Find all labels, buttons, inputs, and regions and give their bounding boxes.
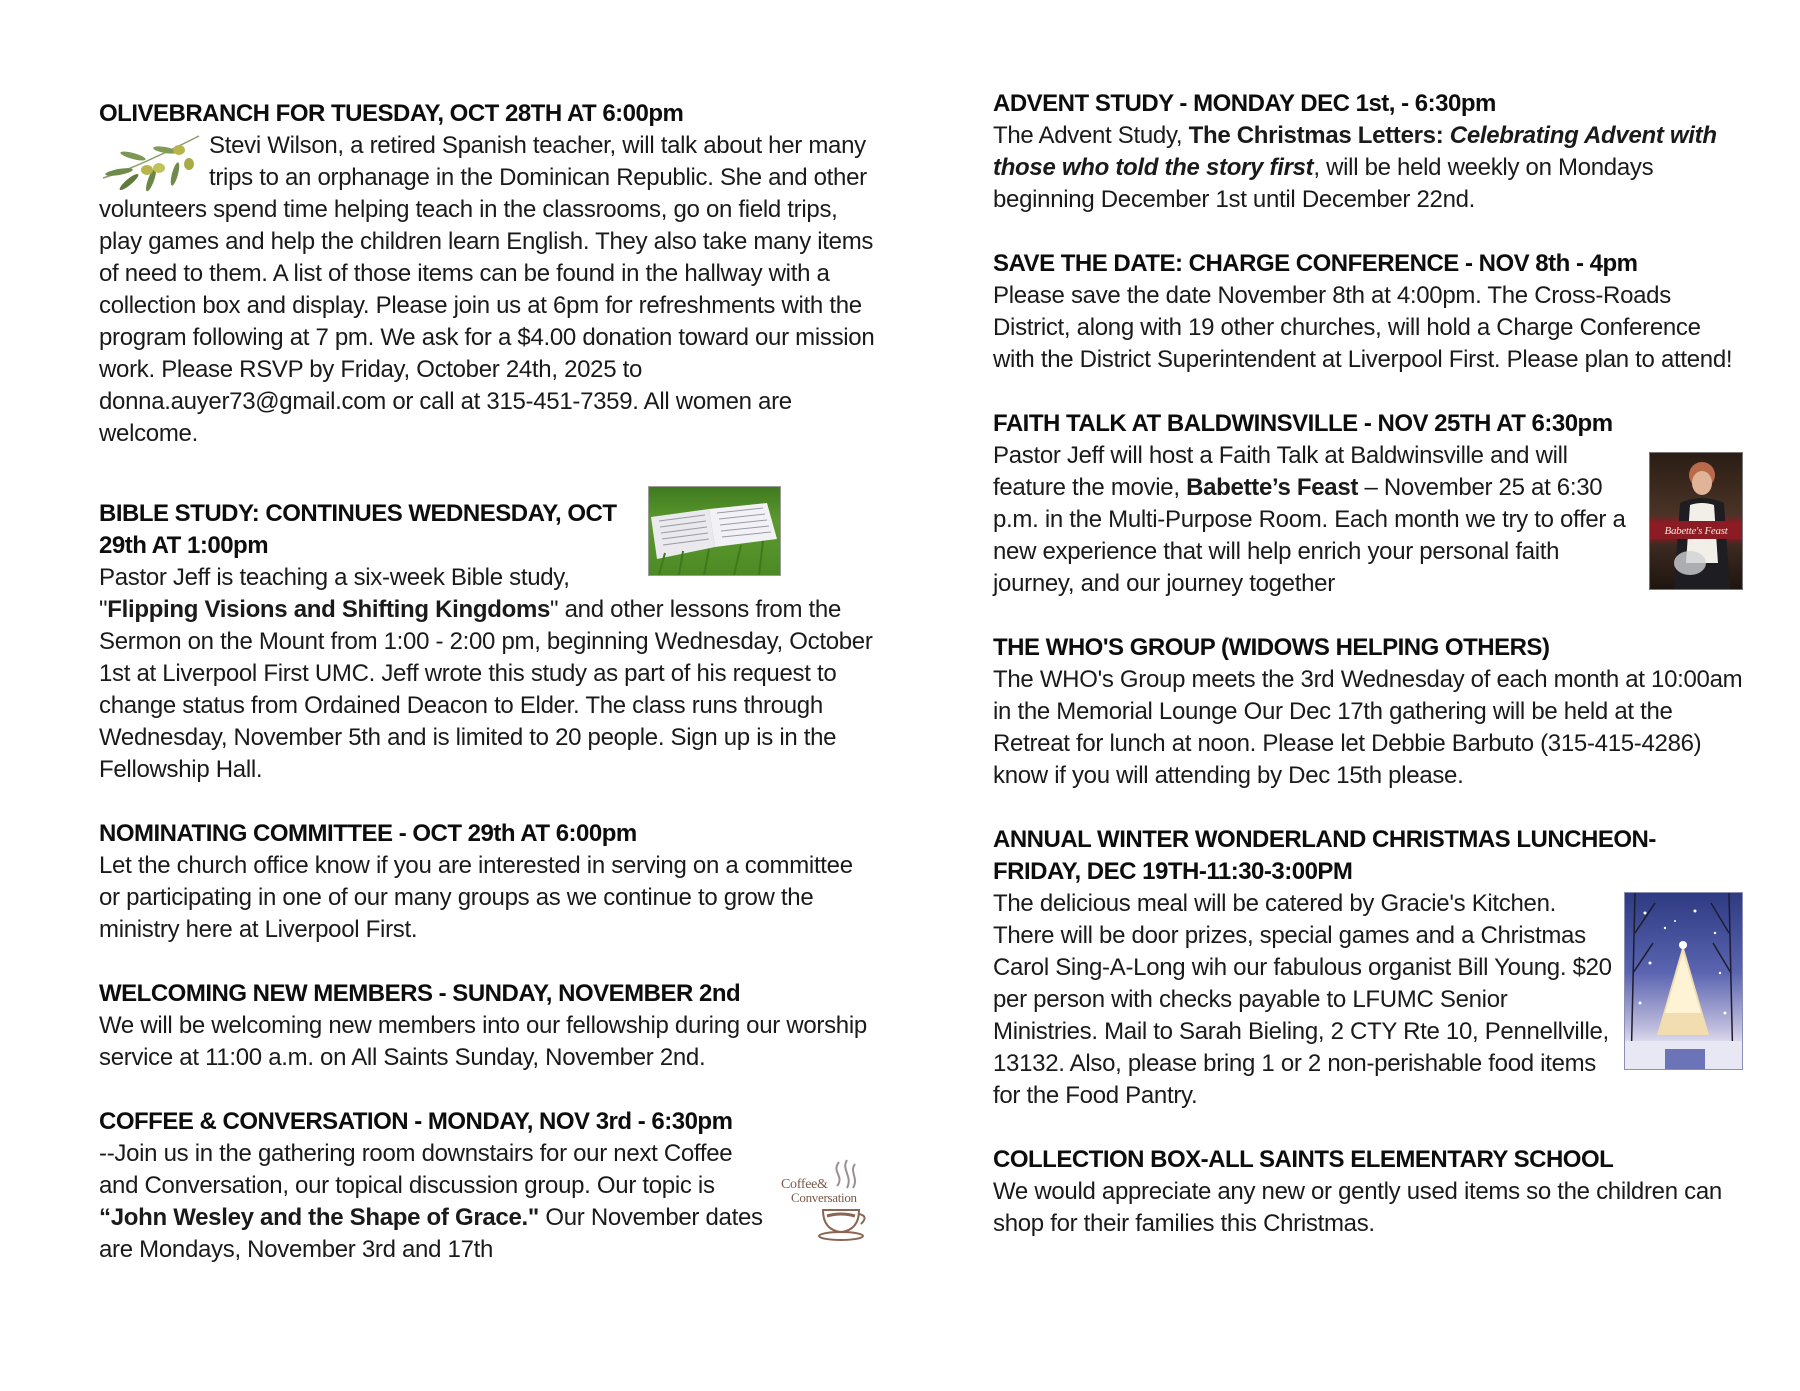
article-faith-talk	[993, 408, 1743, 600]
article-body: Pastor Jeff will host a Faith Talk at Baldwinsville and will feature the movie, Babette’s Feast – November 25 at 6:30 p.m. in the Multi-Purpose Room. Each month we try to offer a new experience that will help enrich your personal faith journey, and our journey together	[993, 442, 1626, 597]
article-body: The WHO's Group meets the 3rd Wednesday of each month at 10:00am in the Memorial Lounge Our Dec 17th gathering will be held at the Retreat for lunch at noon. Please let Debbie Barbuto (315-415-4286) know if you will attending by Dec 15th please.	[993, 666, 1743, 789]
article-title: FAITH TALK AT BALDWINSVILLE - NOV 25TH AT 6:30pm	[993, 410, 1613, 437]
book-title: The Christmas Letters:	[1188, 122, 1450, 149]
poster-title: Babette's Feast	[1664, 525, 1728, 537]
article-title: SAVE THE DATE: CHARGE CONFERENCE - NOV 8th - 4pm	[993, 250, 1638, 277]
movie-title: Babette’s Feast	[1186, 474, 1359, 501]
babettes-feast-poster	[1649, 452, 1743, 590]
article-body: The Advent Study, The Christmas Letters: Celebrating Advent with those who told the story first, will be held weekly on Mondays beginning December 1st until December 22nd.	[993, 122, 1717, 213]
article-winter-luncheon	[993, 824, 1743, 1112]
article-whos-group	[993, 632, 1743, 792]
right-column	[993, 88, 1743, 1272]
article-title: COFFEE & CONVERSATION - MONDAY, NOV 3rd - 6:30pm	[99, 1108, 733, 1135]
article-body: The delicious meal will be catered by Gracie's Kitchen. There will be door prizes, special games and a Christmas Carol Sing-A-Long wih our fabulous organist Bill Young. $20 per person with checks payable to LFUMC Senior Ministries. Mail to Sarah Bieling, 2 CTY Rte 10, Pennellville, 13132. Also, please bring 1 or 2 non-perishable food items for the Food Pantry.	[993, 890, 1612, 1109]
article-body: We would appreciate any new or gently used items so the children can shop for their families this Christmas.	[993, 1178, 1722, 1237]
left-column	[99, 98, 879, 1298]
article-title: WELCOMING NEW MEMBERS - SUNDAY, NOVEMBER 2nd	[99, 980, 741, 1007]
topic-title: “John Wesley and the Shape of Grace."	[99, 1204, 539, 1231]
article-bible-study	[99, 482, 879, 786]
article-title: THE WHO'S GROUP (WIDOWS HELPING OTHERS)	[993, 634, 1550, 661]
book-subtitle: Celebrating Advent with those who told the story first	[993, 122, 1717, 181]
article-title: OLIVEBRANCH FOR TUESDAY, OCT 28TH AT 6:00pm	[99, 100, 684, 127]
article-title: NOMINATING COMMITTEE - OCT 29th AT 6:00pm	[99, 820, 637, 847]
article-body: We will be welcoming new members into our fellowship during our worship service at 11:00 a.m. on All Saints Sunday, November 2nd.	[99, 1012, 867, 1071]
article-body: --Join us in the gathering room downstairs for our next Coffee and Conversation, our topical discussion group. Our topic is “John Wesley and the Shape of Grace." Our November dates are Mondays, November 3rd and 17th	[99, 1140, 763, 1263]
article-body: Please save the date November 8th at 4:00pm. The Cross-Roads District, along with 19 other churches, will hold a Charge Conference with the District Superintendent at Liverpool First. Please plan to attend!	[993, 282, 1733, 373]
article-olivebranch	[99, 98, 879, 450]
study-title: Flipping Visions and Shifting Kingdoms	[107, 596, 551, 623]
article-advent-study	[993, 88, 1743, 216]
open-bible-photo	[648, 486, 781, 576]
logo-line-2: Conversation	[791, 1190, 857, 1205]
article-coffee-conversation	[99, 1106, 879, 1266]
article-title: ANNUAL WINTER WONDERLAND CHRISTMAS LUNCHEON-FRIDAY, DEC 19TH-11:30-3:00PM	[993, 826, 1656, 885]
article-title: BIBLE STUDY: CONTINUES WEDNESDAY, OCT 29th AT 1:00pm	[99, 500, 617, 559]
article-body: Pastor Jeff is teaching a six-week Bible study, "Flipping Visions and Shifting Kingdoms" and other lessons from the Sermon on the Mount from 1:00 - 2:00 pm, beginning Wednesday, October 1st at Liverpool First UMC. Jeff wrote this study as part of his request to change status from Ordained Deacon to Elder. The class runs through Wednesday, November 5th and is limited to 20 people. Sign up is in the Fellowship Hall.	[99, 564, 873, 783]
article-collection-box	[993, 1144, 1743, 1240]
logo-line-1: Coffee&	[781, 1177, 828, 1192]
article-charge-conference	[993, 248, 1743, 376]
christmas-tree-photo	[1624, 892, 1743, 1070]
article-body: Stevi Wilson, a retired Spanish teacher, will talk about her many trips to an orphanage in the Dominican Republic. She and other volunteers spend time helping teach in the classrooms, go on field trips, play games and help the children learn English. They also take many items of need to them. A list of those items can be found in the hallway with a collection box and display. Please join us at 6pm for refreshments with the program following at 7 pm. We ask for a $4.00 donation toward our mission work. Please RSVP by Friday, October 24th, 2025 to donna.auyer73@gmail.com or call at 315-451-7359. All women are welcome.	[99, 132, 875, 447]
olive-branch-icon	[99, 134, 203, 194]
article-title: ADVENT STUDY - MONDAY DEC 1st, - 6:30pm	[993, 90, 1496, 117]
coffee-conversation-logo	[779, 1158, 879, 1242]
article-nominating	[99, 818, 879, 946]
article-body: Let the church office know if you are interested in serving on a committee or participating in one of our many groups as we continue to grow the ministry here at Liverpool First.	[99, 852, 853, 943]
article-new-members	[99, 978, 879, 1074]
article-title: COLLECTION BOX-ALL SAINTS ELEMENTARY SCHOOL	[993, 1146, 1614, 1173]
